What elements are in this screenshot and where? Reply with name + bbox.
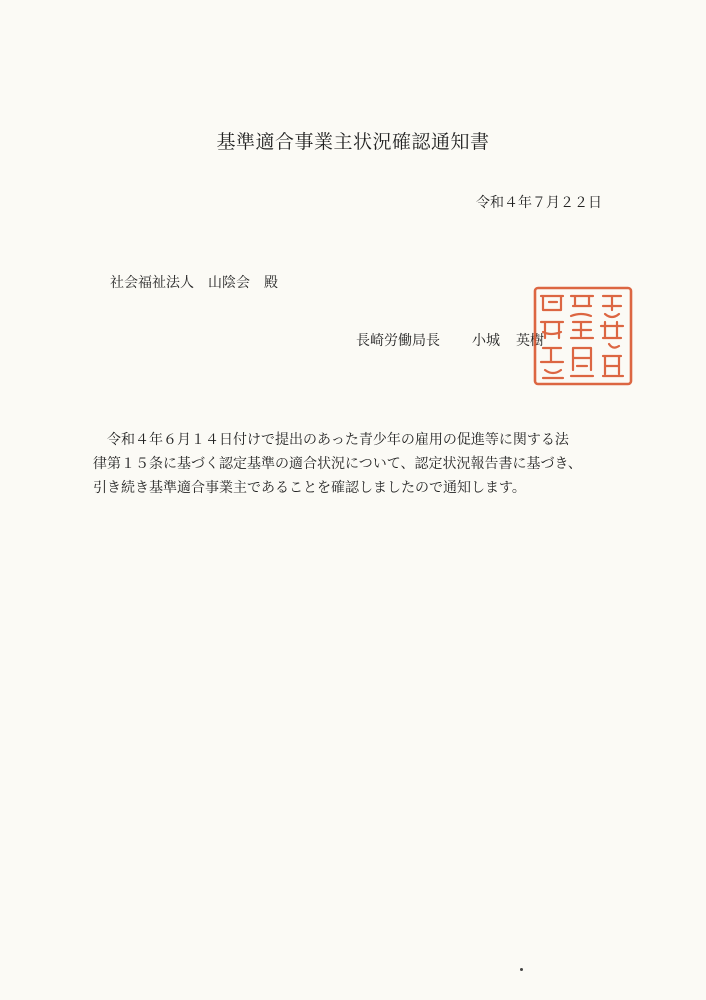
scan-speck [520, 968, 523, 971]
official-seal-stamp [529, 282, 637, 390]
document-title: 基準適合事業主状況確認通知書 [216, 131, 490, 153]
issue-date: 令和４年７月２２日 [476, 195, 602, 211]
sender-surname: 小城 [472, 333, 500, 349]
sender-office: 長崎労働局長 [356, 333, 440, 349]
recipient-name: 社会福祉法人 山陰会 殿 [110, 275, 278, 291]
body-line: 令和４年６月１４日付けで提出のあった青少年の雇用の促進等に関する法 [93, 432, 569, 448]
body-line: 律第１５条に基づく認定基準の適合状況について、認定状況報告書に基づき、 [93, 456, 582, 472]
body-line: 引き続き基準適合事業主であることを確認しましたので通知します。 [93, 480, 526, 496]
notice-body [93, 428, 613, 500]
sender-block [356, 330, 544, 350]
sender-given-name: 英樹 [516, 333, 544, 349]
